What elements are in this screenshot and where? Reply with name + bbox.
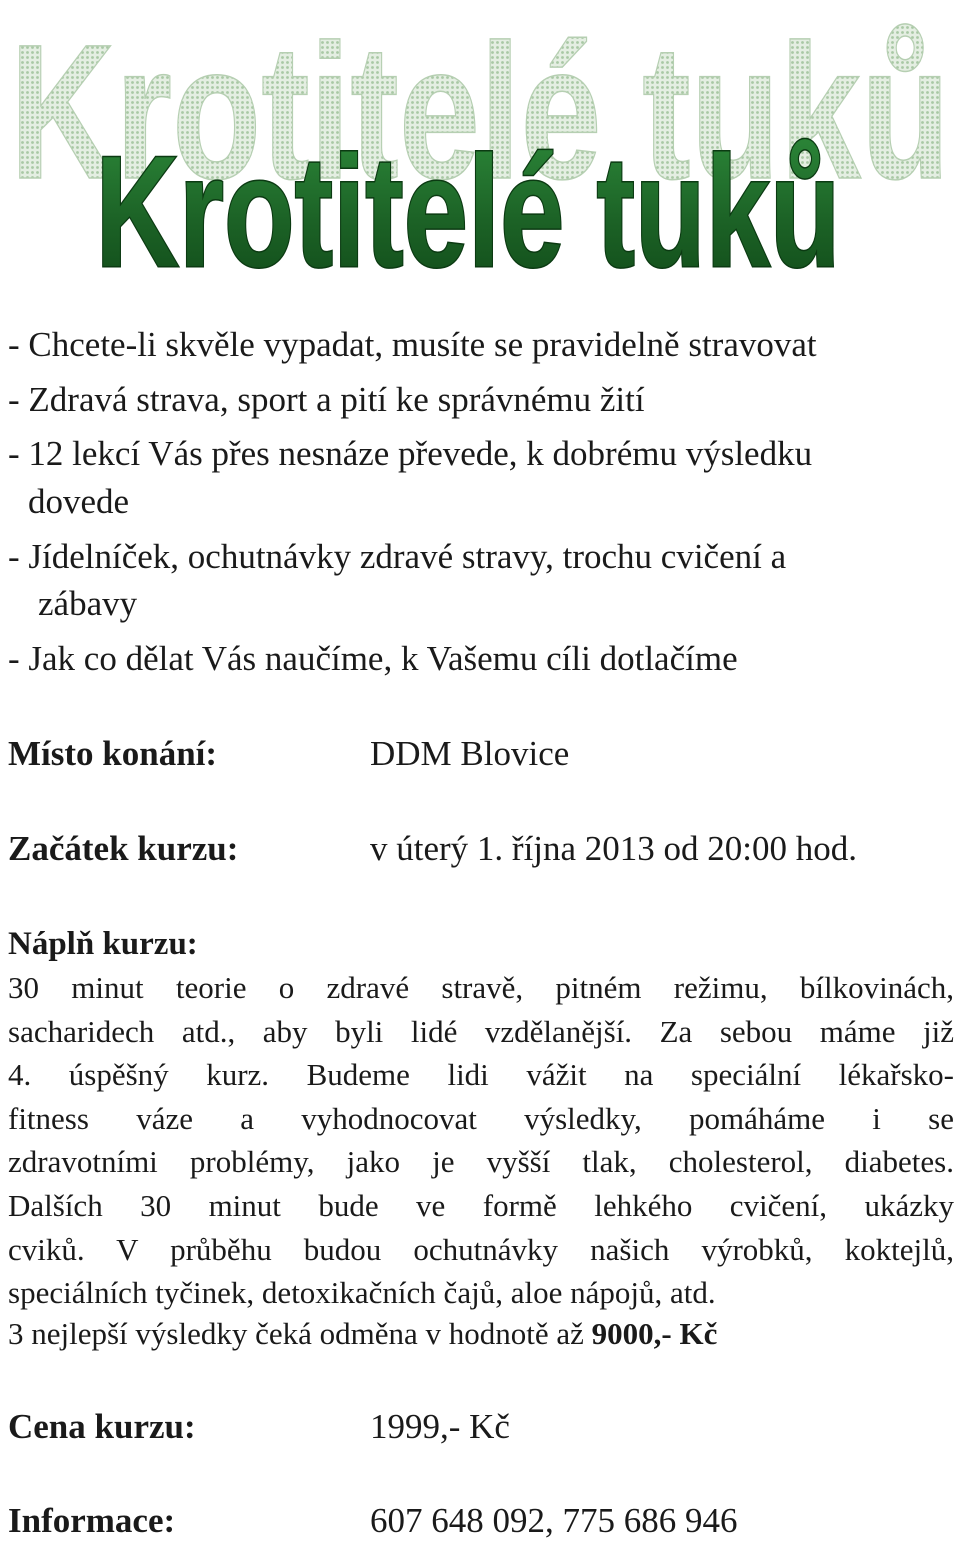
content-line: speciálních tyčinek, detoxikačních čajů, aloe nápojů, atd. <box>8 1275 716 1311</box>
venue-label: Místo konání: <box>8 734 218 773</box>
intro-line-3: - 12 lekcí Vás přes nesnáze převede, k dobrému výsledku <box>8 434 813 473</box>
content-line: cviků. V průběhu budou ochutnávky našich výrobků, koktejlů, <box>8 1231 954 1267</box>
content-line: zdravotními problémy, jako je vyšší tlak, cholesterol, diabetes. <box>8 1144 954 1180</box>
content-description <box>8 966 954 1315</box>
price-label: Cena kurzu: <box>8 1407 196 1446</box>
content-label: Náplň kurzu: <box>8 926 198 962</box>
title-logo <box>0 0 960 300</box>
content-line: 4. úspěšný kurz. Budeme lidi vážit na speciální lékařsko- <box>8 1057 954 1093</box>
intro-line-4-cont: zábavy <box>38 584 138 623</box>
content-line: sacharidech atd., aby byli lidé vzdělanější. Za sebou máme již <box>8 1013 954 1049</box>
intro-line-2: - Zdravá strava, sport a pití ke správnému žití <box>8 380 645 419</box>
page-title: Krotitelé tuků <box>95 124 841 300</box>
intro-line-3-cont: dovede <box>28 482 130 521</box>
info-value: 607 648 092, 775 686 946 <box>370 1501 738 1540</box>
price-value: 1999,- Kč <box>370 1407 510 1446</box>
content-line: 30 minut teorie o zdravé stravě, pitném režimu, bílkovinách, <box>8 970 954 1005</box>
start-value: v úterý 1. října 2013 od 20:00 hod. <box>370 829 858 868</box>
start-label: Začátek kurzu: <box>8 829 239 868</box>
intro-line-1: - Chcete-li skvěle vypadat, musíte se pravidelně stravovat <box>8 325 817 364</box>
intro-line-5: - Jak co dělat Vás naučíme, k Vašemu cíli dotlačíme <box>8 639 738 678</box>
prize-line <box>8 1314 717 1354</box>
prize-amount: 9000,- Kč <box>591 1316 718 1351</box>
title-shadow: Krotitelé tuků <box>10 4 950 219</box>
prize-text: 3 nejlepší výsledky čeká odměna v hodnotě až <box>8 1316 592 1351</box>
venue-value: DDM Blovice <box>370 734 570 773</box>
content-line: Dalších 30 minut bude ve formě lehkého cvičení, ukázky <box>8 1187 954 1223</box>
info-label: Informace: <box>8 1501 176 1540</box>
intro-line-4: - Jídelníček, ochutnávky zdravé stravy, trochu cvičení a <box>8 537 787 576</box>
content-line: fitness váze a vyhodnocovat výsledky, pomáháme i se <box>8 1100 954 1136</box>
